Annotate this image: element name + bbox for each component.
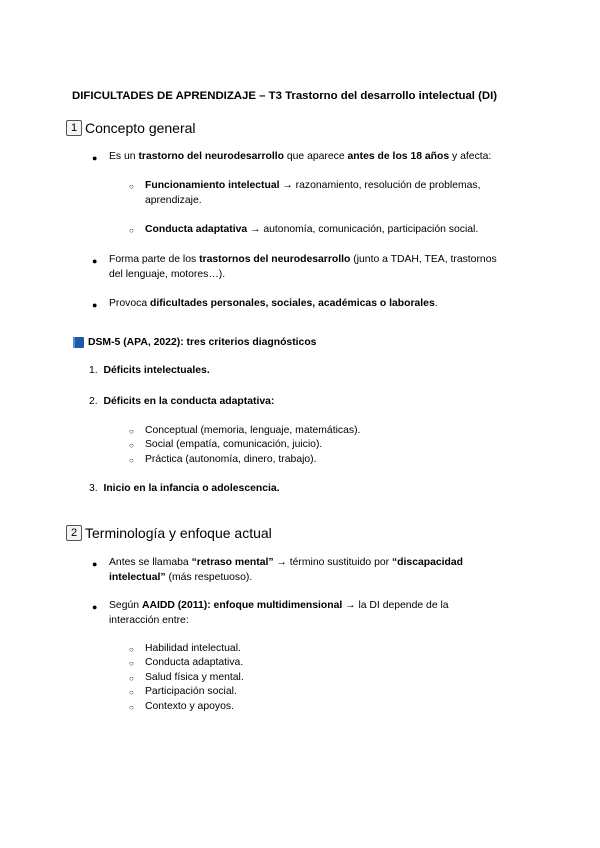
s2-sub-3: Salud física y mental.: [145, 672, 244, 683]
bullet-icon: ●: [92, 256, 98, 266]
s2-sub-4: Participación social.: [145, 686, 237, 697]
number-1-icon: 1: [66, 120, 82, 136]
s2-sub-1: Habilidad intelectual.: [145, 643, 241, 654]
s1-bullet-3: Provoca dificultades personales, sociales, académicas o laborales.: [109, 298, 438, 309]
circle-bullet-icon: ○: [129, 659, 134, 668]
s2-sub-2: Conducta adaptativa.: [145, 657, 244, 668]
s2-bullet-2: Según AAIDD (2011): enfoque multidimensional → la DI depende de la interacción entre:: [109, 600, 449, 626]
s2-bullet-1: Antes se llamaba “retraso mental” → término sustituido por “discapacidad intelectual” (más respetuoso).: [109, 557, 464, 583]
circle-bullet-icon: ○: [129, 688, 134, 697]
s2-sub-5: Contexto y apoyos.: [145, 701, 234, 712]
bullet-icon: ●: [92, 559, 98, 569]
dsm-item-1: 1. Déficits intelectuales.: [89, 365, 210, 376]
book-icon: [73, 337, 84, 348]
s1-bullet-2: Forma parte de los trastornos del neurodesarrollo (junto a TDAH, TEA, trastornos del lenguaje, motores…).: [109, 254, 497, 280]
dsm-sub-2: Social (empatía, comunicación, juicio).: [145, 439, 323, 450]
bullet-icon: ●: [92, 602, 98, 612]
dsm-item-3: 3. Inicio en la infancia o adolescencia.: [89, 483, 280, 494]
circle-bullet-icon: ○: [129, 703, 134, 712]
dsm-sub-1: Conceptual (memoria, lenguaje, matemáticas).: [145, 425, 361, 436]
bullet-icon: ●: [92, 153, 98, 163]
circle-bullet-icon: ○: [129, 645, 134, 654]
section-1-heading: [66, 120, 196, 136]
document-title: DIFICULTADES DE APRENDIZAJE – T3 Trastorno del desarrollo intelectual (DI): [72, 90, 498, 102]
dsm-heading: DSM-5 (APA, 2022): tres criterios diagnósticos: [73, 337, 316, 348]
circle-bullet-icon: ○: [129, 427, 134, 436]
section-1-title: Concepto general: [85, 120, 196, 136]
section-2-heading: [66, 525, 272, 541]
bullet-icon: ●: [92, 300, 98, 310]
circle-bullet-icon: ○: [129, 182, 134, 191]
dsm-item-2: 2. Déficits en la conducta adaptativa:: [89, 396, 275, 407]
circle-bullet-icon: ○: [129, 226, 134, 235]
circle-bullet-icon: ○: [129, 674, 134, 683]
s1-bullet-1-sub-2: Conducta adaptativa → autonomía, comunicación, participación social.: [145, 224, 479, 235]
s1-bullet-1: Es un trastorno del neurodesarrollo que aparece antes de los 18 años y afecta:: [109, 151, 492, 162]
circle-bullet-icon: ○: [129, 456, 134, 465]
dsm-sub-3: Práctica (autonomía, dinero, trabajo).: [145, 454, 317, 465]
section-2-title: Terminología y enfoque actual: [85, 525, 272, 541]
s1-bullet-1-sub-1: Funcionamiento intelectual → razonamiento, resolución de problemas, aprendizaje.: [145, 180, 481, 206]
circle-bullet-icon: ○: [129, 441, 134, 450]
number-2-icon: 2: [66, 525, 82, 541]
